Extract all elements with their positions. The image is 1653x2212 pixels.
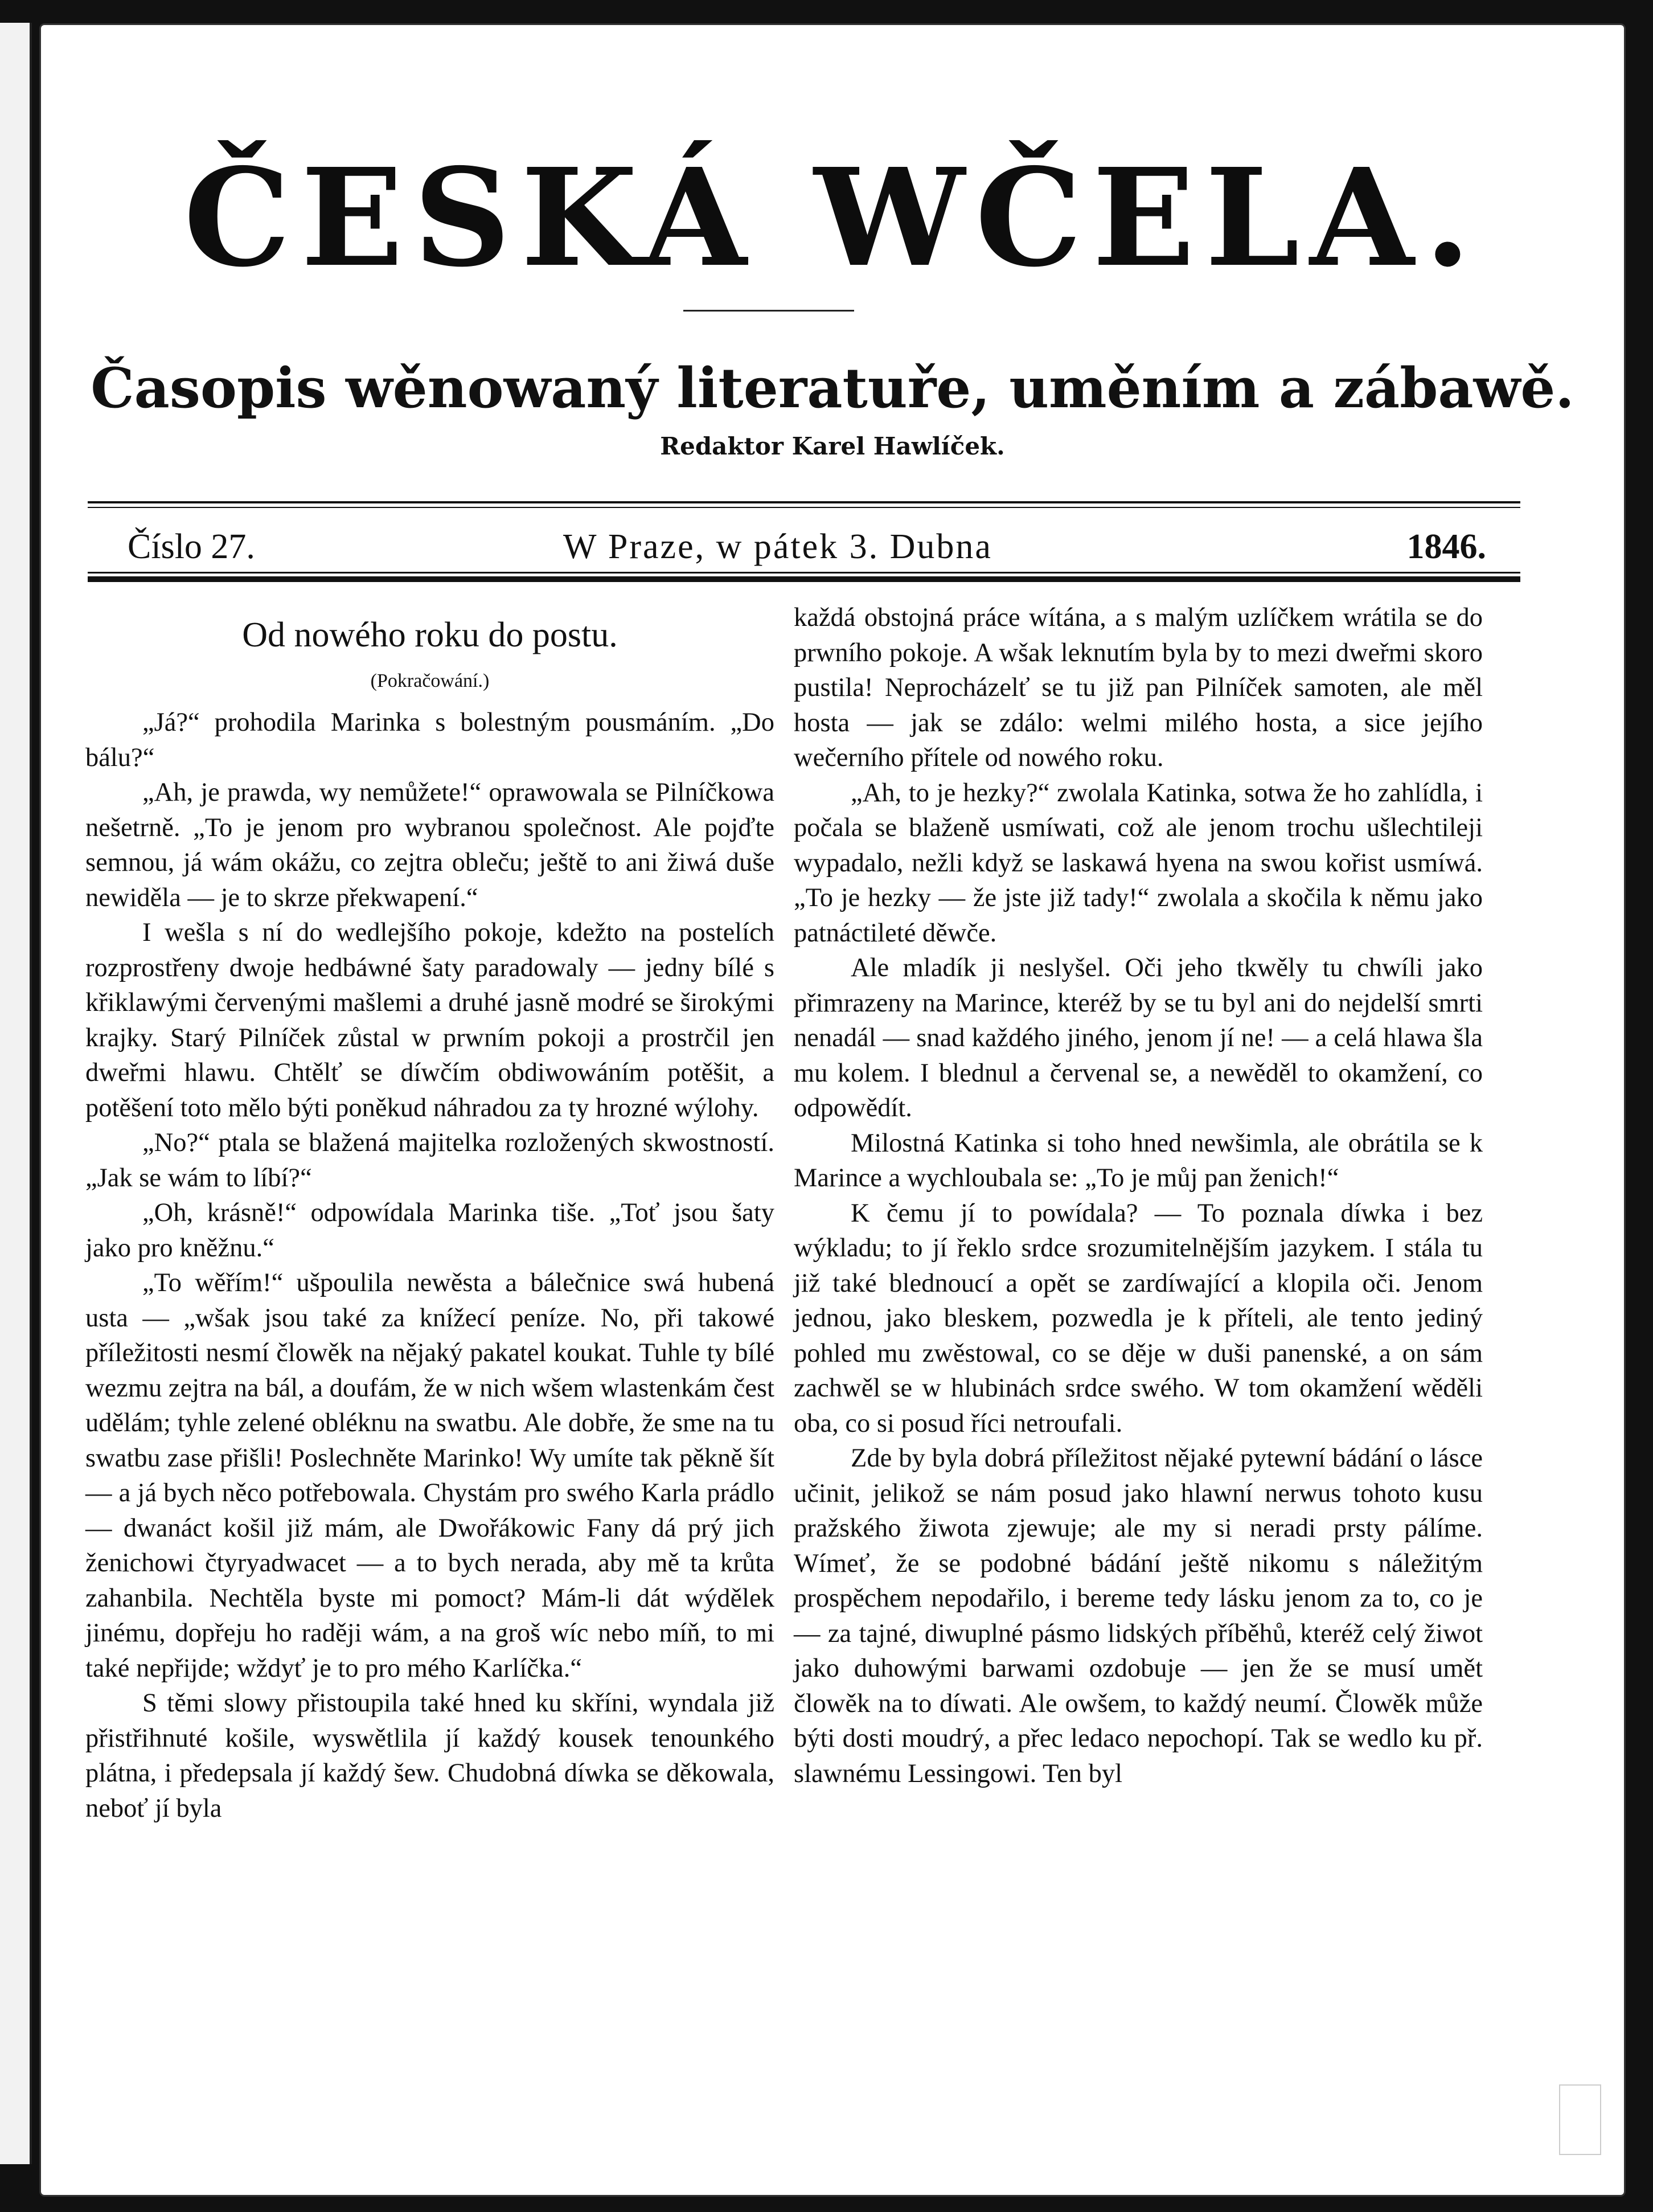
paragraph: Milostná Katinka si toho hned newšimla, ale obrátila se k Marince a wychloubala se: „To je můj pan ženich!“ [794, 1128, 1483, 1193]
editor-line: Redaktor Karel Hawlíček. [660, 432, 1005, 460]
issue-place-date: W Praze, w pátek 3. Dubna [563, 527, 992, 566]
paragraph: každá obstojná práce wítána, a s malým uzlíčkem wrátila se do prwního pokoje. A wšak leknutím byla by to mezi dweřmi skoro pustila! Neprocházelť se tu již pan Pilníček samoten, ale měl hosta — jak se zdálo: welmi milého hosta, a sice jejího wečerního přítele od nowého roku. [794, 603, 1483, 772]
issue-line [88, 518, 1520, 575]
left-column [85, 600, 774, 1826]
scan-edge-mark [1559, 2084, 1601, 2155]
paragraph: I wešla s ní do wedlejšího pokoje, kdežto na postelích rozprostřeny dwoje hedbáwné šaty paradowaly — jedny bílé s křiklawými červenými mašlemi a druhé jasně modré se širokými krajky. Starý Pilníček zůstal w prwním pokoji a prostrčil jen dweřmi hlawu. Chtělť se díwčím obdiwowáním potěšit, a potěšení toto mělo býti poněkud náhradou za ty hrozné wýlohy. [85, 918, 774, 1123]
paragraph: „No?“ ptala se blažená majitelka rozložených skwostností. „Jak se wám to líbí?“ [85, 1128, 774, 1193]
paragraph: S těmi slowy přistoupila také hned ku skříni, wyndala již přistřihnuté košile, wyswětlila jí každý kousek tenounkého plátna, i předepsala jí každý šew. Chudobná díwka se děkowala, neboť jí byla [85, 1689, 774, 1823]
masthead-subtitle: Časopis wěnowaný literatuře, uměním a zábawě. [91, 356, 1574, 420]
paragraph: „Já?“ prohodila Marinka s bolestným pousmáním. „Do bálu?“ [85, 708, 774, 772]
masthead-divider [683, 310, 854, 312]
header-rule [88, 501, 1520, 503]
paragraph: „To wěřím!“ ušpoulila newěsta a bálečnice swá hubená usta — „wšak jsou také za knížecí peníze. No, při takowé příležitosti nesmí člowěk na nějaký pakatel koukat. Tuhle ty bílé wezmu zejtra na bál, a doufám, že w nich wšem wlastenkám čest udělám; tyhle zelené obléknu na swatbu. Ale dobře, že sme na tu swatbu zase přišli! Poslechněte Marinko! Wy umíte tak pěkně šít — a já bych něco potřebowala. Chystám pro swého Karla prádlo — dwanáct košil již mám, ale Dwořákowic Fany dá prý jich ženichowi čtyryadwacet — a to bych nerada, aby mě ta krůta zahanbila. Nechtěla byste mi pomoct? Mám-li dát wýdělek jinému, dopřeju ho raději wám, a na groš wíc nebo míň, to mi také nepřijde; wždyť je to pro mého Karlíčka.“ [85, 1268, 774, 1683]
header-rule [88, 507, 1520, 508]
paragraph: „Ah, je prawda, wy nemůžete!“ oprawowala se Pilníčkowa nešetrně. „To je jenom pro wybranou společnost. Ale pojďte semnou, já wám okážu, co zejtra obleču; ještě to ani žiwá duše newiděla — je to skrze překwapení.“ [85, 778, 774, 912]
paragraph: Zde by byla dobrá příležitost nějaké pytewní bádání o lásce učinit, jelikož se nám posud jako hlawní nerwus tohoto kusu pražského žiwota zjewuje; ale my si neradi prsty pálíme. Wímeť, že se podobné bádání ještě nikomu s náležitým prospěchem nepodařilo, i bereme tedy lásku jenom za to, co je — za tajné, diwuplné pásmo lidských příběhů, kteréž celý žiwot jako duhowými barwami ozdobuje — jen že se musí umět člowěk na to díwati. Ale owšem, to každý neumí. Člowěk může býti dosti moudrý, a přec ledaco nepochopí. Tak se wedlo ku př. slawnému Lessingowi. Ten byl [794, 1444, 1483, 1788]
newspaper-page [41, 25, 1624, 2195]
continued-note: (Pokračowání.) [370, 670, 490, 691]
paragraph: „Oh, krásně!“ odpowídala Marinka tiše. „Toť jsou šaty jako pro kněžnu.“ [85, 1198, 774, 1263]
issue-year: 1846. [1406, 527, 1486, 566]
article-title: Od nowého roku do postu. [242, 616, 618, 654]
paragraph: „Ah, to je hezky?“ zwolala Katinka, sotwa že ho zahlídla, i počala se blaženě usmíwati, což ale jenom trochu ušlechtileji wypadalo, nežli když se laskawá hyena na swou kořist usmíwá. „To je hezky — že jste již tady!“ zwolala a skočila k němu jako patnáctileté děwče. [794, 778, 1483, 948]
header-rule-thick [88, 576, 1520, 582]
masthead-title: ČESKÁ WČELA. [183, 138, 1482, 297]
header-rule [88, 572, 1520, 574]
adjacent-page-edge [0, 23, 32, 2164]
paragraph: K čemu jí to powídala? — To poznala díwka i bez wýkladu; to jí řeklo srdce srozumitelnějším jazykem. I stála tu již také blednoucí a opět se zardíwající a klopila oči. Jenom jednou, jako bleskem, pozwedla je k příteli, ale tento jediný pohled mu zwěstowal, co se děje w duši panenské, a on sám zachwěl se w hlubinách srdce swého. W tom okamžení wěděli oba, co si posud říci netroufali. [794, 1198, 1483, 1438]
paragraph: Ale mladík ji neslyšel. Oči jeho tkwěly tu chwíli jako přimrazeny na Marince, kteréž by se tu byl ani do nejdelší smrti nenadál — snad každého jiného, jenom jí ne! — a celá hlawa šla mu kolem. I blednul a červenal se, a newěděl to okamžení, co odpowědít. [794, 953, 1483, 1123]
issue-number: Číslo 27. [128, 527, 255, 566]
right-column [794, 600, 1483, 1791]
